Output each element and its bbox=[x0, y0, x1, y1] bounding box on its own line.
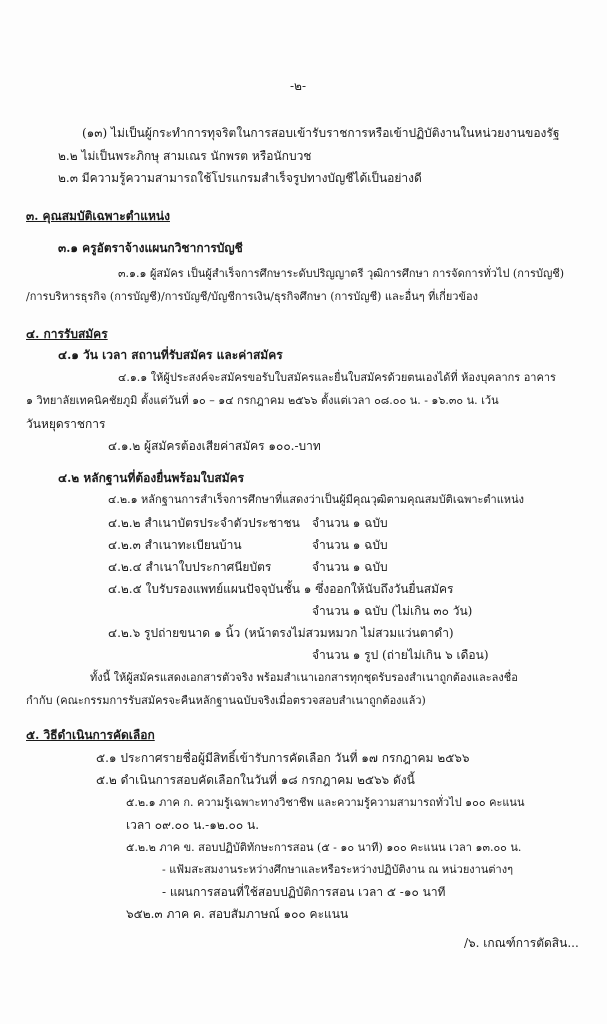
section-4-1-2: ๔.๑.๒ ผู้สมัครต้องเสียค่าสมัคร ๑๐๐.-บาท bbox=[108, 439, 321, 453]
section-5-2-1-line1: ๕.๒.๑ ภาค ก. ความรู้เฉพาะทางวิชาชีพ และความรู้ความสามารถทั่วไป ๑๐๐ คะแนน bbox=[126, 796, 525, 809]
section-4-1-1-line1: ๔.๑.๑ ให้ผู้ประสงค์จะสมัครขอรับใบสมัครและยื่นใบสมัครด้วยตนเองได้ที่ ห้องบุคลากร อาคาร bbox=[118, 371, 556, 384]
doc-name: ๔.๒.๓ สำเนาทะเบียนบ้าน bbox=[108, 538, 242, 552]
continuation-note: /๖. เกณฑ์การตัดสิน... bbox=[464, 936, 579, 950]
page-number: -๒- bbox=[290, 79, 307, 93]
section-5-2-2-bullet-2: - แผนการสอนที่ใช้สอบปฏิบัติการสอน เวลา ๕ -๑๐ นาที bbox=[162, 885, 446, 899]
qualification-item-13: (๑๓) ไม่เป็นผู้กระทำการทุจริตในการสอบเข้ารับราชการหรือเข้าปฏิบัติงานในหน่วยงานของรัฐ bbox=[82, 126, 560, 140]
qualification-item-2-2: ๒.๒ ไม่เป็นพระภิกษุ สามเณร นักพรต หรือนักบวช bbox=[58, 149, 312, 163]
section-4-1-1-line2: ๑ วิทยาลัยเทคนิคชัยภูมิ ตั้งแต่วันที่ ๑๐ – ๑๔ กรกฎาคม ๒๕๖๖ ตั้งแต่เวลา ๐๘.๐๐ น. - ๑๖.๓๐ น. เว้น bbox=[26, 394, 499, 407]
section-4-1-1-line3: วันหยุดราชการ bbox=[26, 417, 106, 431]
doc-quantity: จำนวน ๑ ฉบับ bbox=[312, 538, 388, 552]
section-4-1-heading: ๔.๑ วัน เวลา สถานที่รับสมัคร และค่าสมัคร bbox=[58, 348, 283, 362]
section-4-2-heading: ๔.๒ หลักฐานที่ต้องยื่นพร้อมใบสมัคร bbox=[58, 471, 245, 485]
doc-name: ๔.๒.๔ สำเนาใบประกาศนียบัตร bbox=[108, 560, 272, 574]
doc-name: ๔.๒.๒ สำเนาบัตรประจำตัวประชาชน bbox=[108, 516, 300, 530]
section-3-heading: ๓. คุณสมบัติเฉพาะตำแหน่ง bbox=[26, 209, 170, 223]
doc-photo-quantity: จำนวน ๑ รูป (ถ่ายไม่เกิน ๖ เดือน) bbox=[312, 648, 489, 662]
section-3-1-heading: ๓.๑ ครูอัตราจ้างแผนกวิชาการบัญชี bbox=[58, 241, 243, 255]
section-4-heading: ๔. การรับสมัคร bbox=[26, 327, 108, 341]
doc-medical-certificate-quantity: จำนวน ๑ ฉบับ (ไม่เกิน ๓๐ วัน) bbox=[312, 604, 473, 618]
doc-photo: ๔.๒.๖ รูปถ่ายขนาด ๑ นิ้ว (หน้าตรงไม่สวมหมวก ไม่สวมแว่นตาดำ) bbox=[108, 626, 454, 640]
section-4-2-1: ๔.๒.๑ หลักฐานการสำเร็จการศึกษาที่แสดงว่าเป็นผู้มีคุณวุฒิตามคุณสมบัติเฉพาะตำแหน่ง bbox=[108, 493, 524, 506]
section-5-1: ๕.๑ ประกาศรายชื่อผู้มีสิทธิ์เข้ารับการคัดเลือก วันที่ ๑๗ กรกฎาคม ๒๕๖๖ bbox=[96, 751, 470, 765]
section-3-1-1-line1: ๓.๑.๑ ผู้สมัคร เป็นผู้สำเร็จการศึกษาระดับปริญญาตรี วุฒิการศึกษา การจัดการทั่วไป (การบัญชี) bbox=[118, 267, 565, 280]
qualification-item-2-3: ๒.๓ มีความรู้ความสามารถใช้โปรแกรมสำเร็จรูปทางบัญชีได้เป็นอย่างดี bbox=[58, 171, 422, 185]
section-4-note-line2: กำกับ (คณะกรรมการรับสมัครจะคืนหลักฐานฉบับจริงเมื่อตรวจสอบสำเนาถูกต้องแล้ว) bbox=[26, 694, 426, 707]
section-5-2-2-bullet-1: - แฟ้มสะสมงานระหว่างศึกษาและหรือระหว่างปฏิบัติงาน ณ หน่วยงานต่างๆ bbox=[162, 863, 513, 876]
section-5-2-3: ๖๕๒.๓ ภาค ค. สอบสัมภาษณ์ ๑๐๐ คะแนน bbox=[126, 907, 349, 921]
section-5-2: ๕.๒ ดำเนินการสอบคัดเลือกในวันที่ ๑๘ กรกฎาคม ๒๕๖๖ ดังนี้ bbox=[96, 773, 415, 787]
doc-quantity: จำนวน ๑ ฉบับ bbox=[312, 516, 388, 530]
doc-quantity: จำนวน ๑ ฉบับ bbox=[312, 560, 388, 574]
section-3-1-1-line2: /การบริหารธุรกิจ (การบัญชี)/การบัญชี/บัญชีการเงิน/ธุรกิจศึกษา (การบัญชี) และอื่นๆ ที่เกี่ยวข้อง bbox=[26, 290, 478, 303]
section-5-2-1-line2: เวลา ๐๙.๐๐ น.-๑๒.๐๐ น. bbox=[126, 818, 260, 832]
section-4-note-line1: ทั้งนี้ ให้ผู้สมัครแสดงเอกสารตัวจริง พร้อมสำเนาเอกสารทุกชุดรับรองสำเนาถูกต้องและลงชื่อ bbox=[90, 671, 518, 684]
doc-medical-certificate: ๔.๒.๕ ใบรับรองแพทย์แผนปัจจุบันชั้น ๑ ซึ่งออกให้นับถึงวันยื่นสมัคร bbox=[108, 582, 454, 596]
section-5-2-2: ๕.๒.๒ ภาค ข. สอบปฏิบัติทักษะการสอน (๕ - ๑๐ นาที) ๑๐๐ คะแนน เวลา ๑๓.๐๐ น. bbox=[126, 841, 522, 854]
section-5-heading: ๕. วิธีดำเนินการคัดเลือก bbox=[26, 728, 155, 742]
